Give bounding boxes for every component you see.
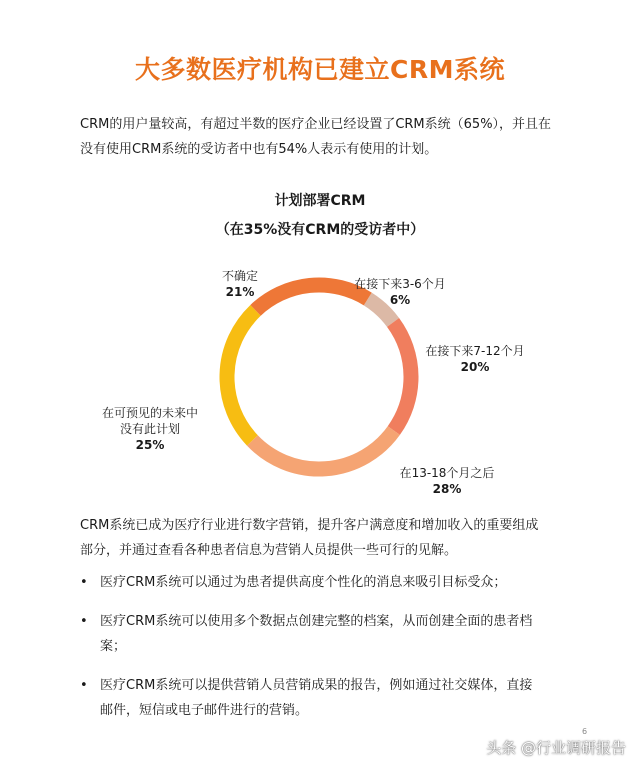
list-item-line: 案； [100, 639, 127, 654]
slice-13-18-months [252, 431, 393, 469]
chart-title: 计划部署CRM [274, 193, 366, 209]
list-item-line: 医疗CRM系统可以通过为患者提供高度个性化的消息来吸引目标受众； [100, 575, 507, 590]
list-item-line: 医疗CRM系统可以使用多个数据点创建完整的档案，从而创建全面的患者档 [100, 614, 533, 629]
slice-percent: 28% [432, 482, 462, 496]
body-line: 部分，并通过查看各种患者信息为营销人员提供一些可行的见解。 [80, 543, 458, 558]
slice-label-uncertain [200, 268, 280, 300]
slice-percent: 25% [135, 438, 165, 452]
list-item [80, 673, 572, 723]
slice-label-13-18-months [385, 465, 509, 497]
slice-label-no-plan [88, 405, 212, 453]
slice-percent: 20% [460, 360, 490, 374]
slice-name: 在13-18个月之后 [399, 466, 495, 480]
bullet-icon: • [80, 678, 88, 693]
slice-name: 在接下来3-6个月 [354, 277, 446, 291]
slice-label-7-12-months [410, 343, 540, 375]
intro-line: CRM的用户量较高，有超过半数的医疗企业已经设置了CRM系统（65%），并且在 [80, 117, 552, 132]
list-item-line: 医疗CRM系统可以提供营销人员营销成果的报告，例如通过社交媒体，直接 [100, 678, 533, 693]
list-item [80, 609, 572, 659]
slice-name-line: 没有此计划 [119, 422, 180, 436]
bullet-list [80, 570, 572, 737]
slice-name: 不确定 [221, 269, 258, 283]
page-title: 大多数医疗机构已建立CRM系统 [135, 55, 505, 84]
intro-line: 没有使用CRM系统的受访者中也有54%人表示有使用的计划。 [80, 142, 438, 157]
slice-label-3-6-months [330, 276, 470, 308]
bullet-icon: • [80, 614, 88, 629]
body-line: CRM系统已成为医疗行业进行数字营销，提升客户满意度和增加收入的重要组成 [80, 518, 539, 533]
chart-subtitle: （在35%没有CRM的受访者中） [215, 222, 425, 238]
watermark: 头条 @行业调研报告 [486, 739, 626, 757]
slice-percent: 6% [389, 293, 411, 307]
slice-no-plan [227, 310, 256, 440]
slice-7-12-months [393, 322, 411, 430]
page-number: 6 [582, 727, 588, 736]
slice-percent: 21% [225, 285, 255, 299]
slice-name: 在接下来7-12个月 [425, 344, 525, 358]
bullet-icon: • [80, 575, 88, 590]
list-item [80, 570, 572, 595]
list-item-line: 邮件，短信或电子邮件进行的营销。 [100, 703, 309, 718]
body-paragraph [80, 513, 572, 563]
slice-name-line: 在可预见的未来中 [101, 406, 198, 420]
